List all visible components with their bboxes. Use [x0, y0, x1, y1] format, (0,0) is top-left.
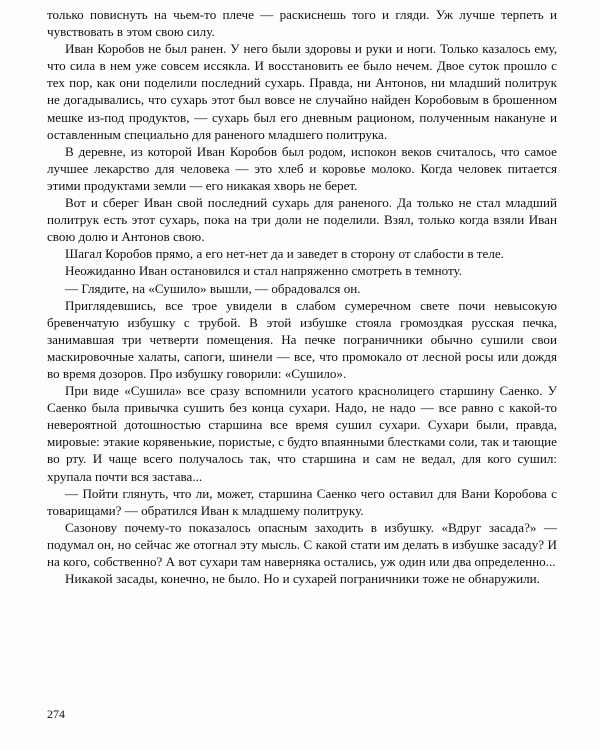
paragraph-2: Иван Коробов не был ранен. У него были здоровы и руки и ноги. Только казалось ему, что сила в нем уже совсем иссякла. И восстановить ее было нечем. Двое суток прошло с тех пор, как они поделили последний сухарь. Правда, ни Антонов, ни младший политрук не догадывались, что сухарь этот был вовсе не случайно найден Коробовым в брошенном мешке из-под продуктов, — сухарь был его дневным рационом, полученным накануне и оставленным специально для раненого младшего политрука. — [47, 41, 557, 142]
page-number: 274 — [47, 707, 65, 721]
paragraph-7: — Глядите, на «Сушило» вышли, — обрадовался он. — [65, 280, 361, 296]
paragraph-3: В деревне, из которой Иван Коробов был родом, испокон веков считалось, что самое лучшее лекарство для человека — это хлеб и коровье молоко. Когда человек питается этими продуктами земли — его никакая хворь не берет. — [47, 143, 557, 193]
paragraph-6: Неожиданно Иван остановился и стал напряженно смотреть в темноту. — [65, 263, 463, 279]
paragraph-10: — Пойти глянуть, что ли, может, старшина Саенко чего оставил для Вани Коробова с товарищами? — обратился Иван к младшему политруку. — [47, 485, 557, 518]
paragraph-8: Приглядевшись, все трое увидели в слабом сумеречном свете почи невысокую бревенчатую избушку с трубой. В этой избушке стояла громоздкая русская печка, занимавшая три четверти помещения. На печке пограничники обычно сушили свои маскировочные халаты, сапоги, шинели — все, что промокало от лесной росы или дождя во время дозоров. Про избушку говорили: «Сушило». — [47, 297, 557, 381]
paragraph-4: Вот и сберег Иван свой последний сухарь для раненого. Да только не стал младший политрук есть этот сухарь, пока на три доли не поделили. Взял, только когда взяли Иван свою долю и Антонов свою. — [47, 195, 557, 245]
paragraph-9: При виде «Сушила» все сразу вспомнили усатого краснолицего старшину Саенко. У Саенко была привычка сушить без конца сухари. Надо, не надо — все равно с какой-то невероятной дотошностью старшина все время сушил сухари. Сухари были, правда, мировые: этакие корявенькие, пористые, с будто впаянными блестками соли, так и тающие во рту. И чаще всего получалось так, что старшина и сам не ведал, для кого сушил: хрупала почти вся застава... — [47, 383, 557, 484]
paragraph-5: Шагал Коробов прямо, а его нет-нет да и заведет в сторону от слабости в теле. — [65, 246, 504, 262]
paragraph-1: только повиснуть на чьем-то плече — раскиснешь того и гляди. Уж лучше терпеть и чувствовать в этом свою силу. — [47, 7, 557, 40]
page-body-text — [47, 6, 557, 587]
paragraph-11: Сазонову почему-то показалось опасным заходить в избушку. «Вдруг засада?» — подумал он, но сейчас же отогнал эту мысль. С какой стати им делать в избушке засаду? И на кого, собственно? А вот сухари там наверняка остались, уж один или два определенно... — [47, 519, 557, 569]
paragraph-12: Никакой засады, конечно, не было. Но и сухарей пограничники тоже не обнаружили. — [65, 571, 540, 587]
